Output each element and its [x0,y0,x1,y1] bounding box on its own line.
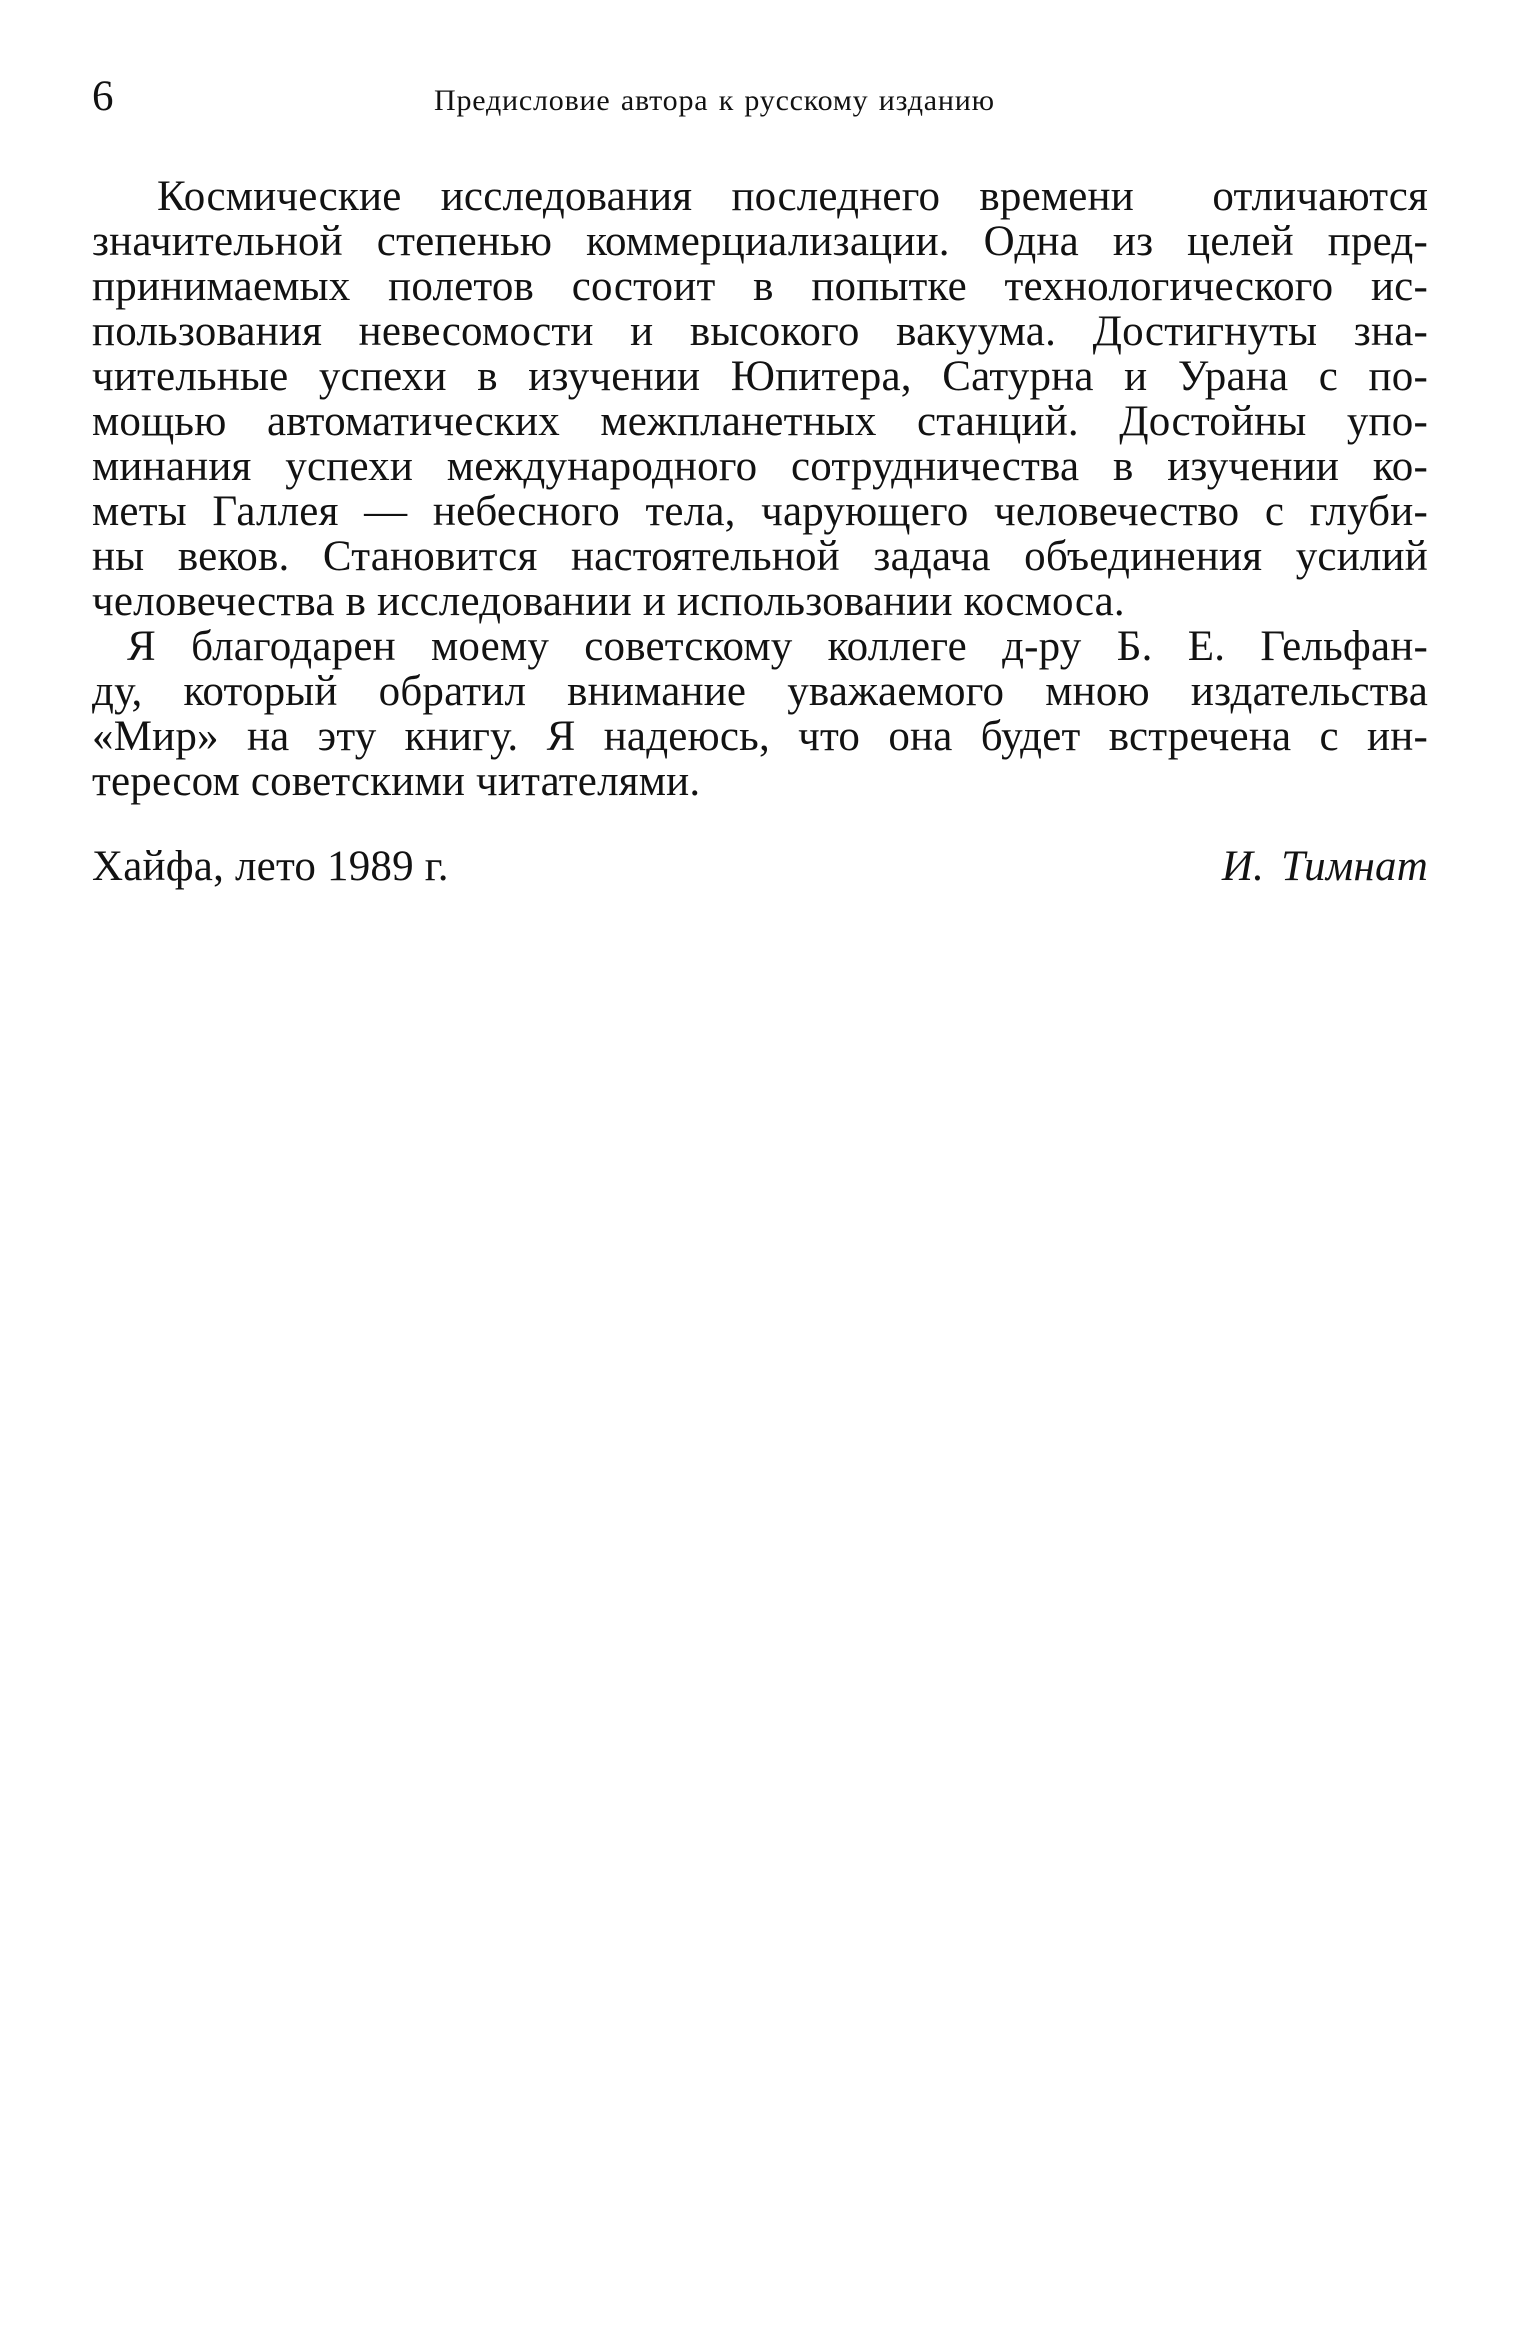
text-line: меты Галлея — небесного тела, чарующего человечество с глуби- [92,488,1428,535]
place-date: Хайфа, лето 1989 г. [92,843,449,890]
signature-line [92,844,1428,889]
paragraph [92,624,1428,804]
text-line: чительные успехи в изучении Юпитера, Сатурна и Урана с по- [92,353,1428,400]
text-line: тересом советскими читателями. [92,758,701,805]
text-line: Космические исследования последнего времени отличаются [157,173,1428,220]
text-line: человечества в исследовании и использовании космоса. [92,578,1125,625]
text-line: ду, который обратил внимание уважаемого мною издательства [92,668,1428,715]
paragraph [92,174,1428,624]
body-text [92,174,1428,804]
text-line: ны веков. Становится настоятельной задача объединения усилий [92,533,1428,580]
text-line: значительной степенью коммерциализации. Одна из целей пред- [92,218,1428,265]
text-line: принимаемых полетов состоит в попытке технологического ис- [92,263,1428,310]
text-line: пользования невесомости и высокого вакуума. Достигнуты зна- [92,308,1428,355]
author-name: И. Тимнат [1221,843,1428,890]
text-line: минания успехи международного сотрудничества в изучении ко- [92,443,1428,490]
running-title: Предисловие автора к русскому изданию [434,84,995,117]
text-line: Я благодарен моему советскому коллеге д-ру Б. Е. Гельфан- [127,623,1428,670]
text-line: «Мир» на эту книгу. Я надеюсь, что она будет встречена с ин- [92,713,1428,760]
text-line: мощью автоматических межпланетных станций. Достойны упо- [92,398,1428,445]
page-number: 6 [92,73,114,120]
